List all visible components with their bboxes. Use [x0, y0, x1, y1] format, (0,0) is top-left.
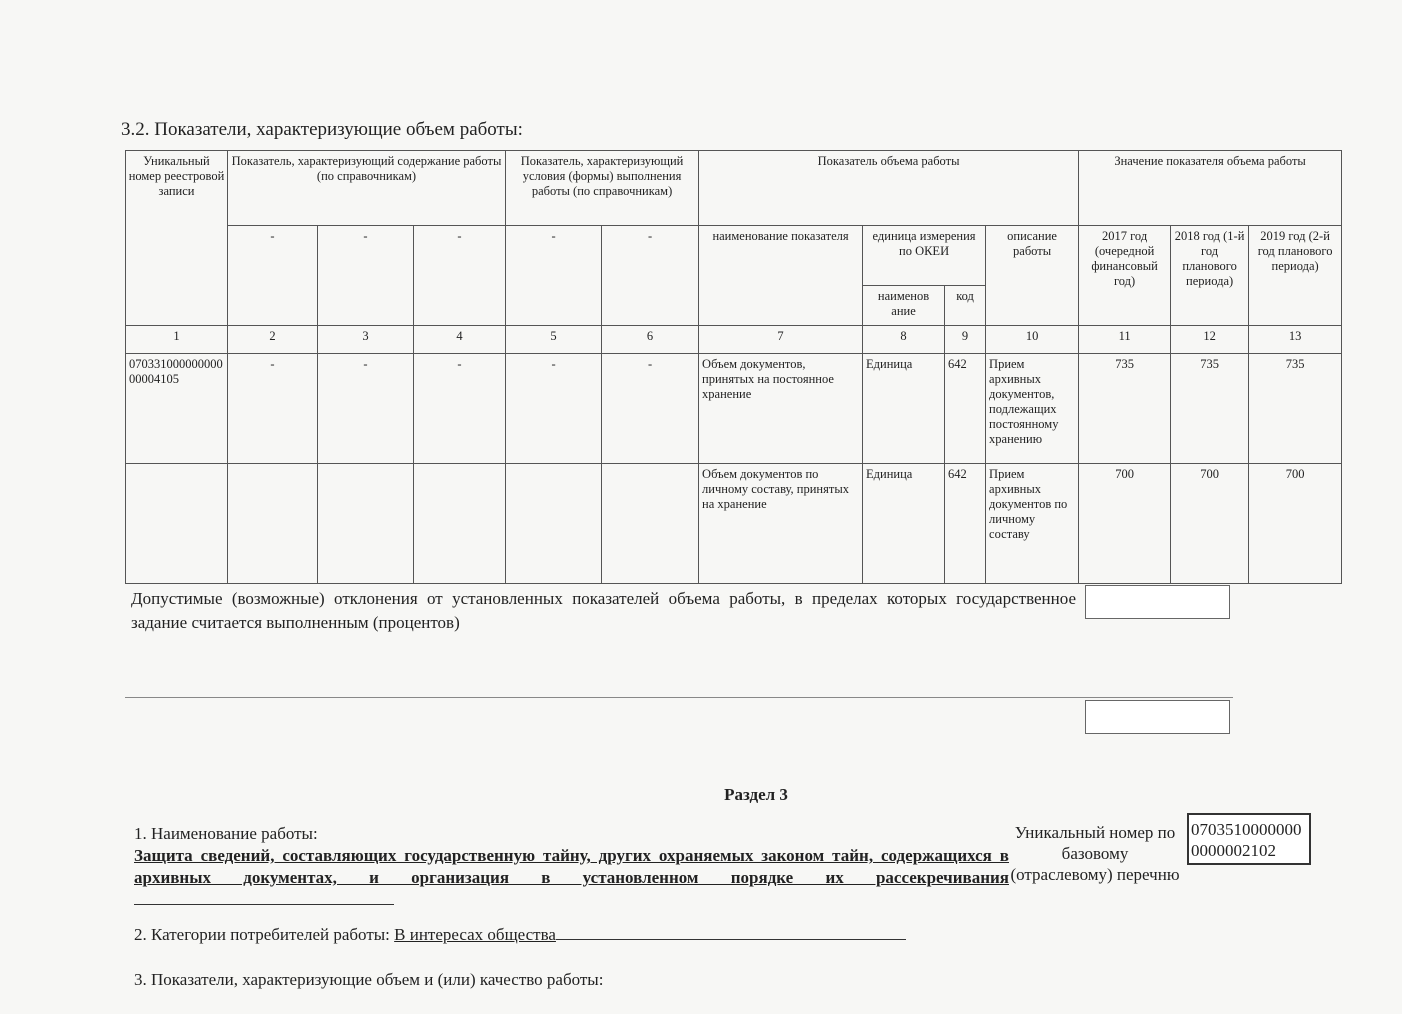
divider [125, 697, 1233, 698]
header-unique-number: Уникальный номер реестровой записи [126, 151, 228, 326]
header-dash: - [506, 226, 602, 326]
column-number: 5 [506, 326, 602, 354]
header-year-2018: 2018 год (1-й год планового периода) [1171, 226, 1249, 326]
cell-dash: - [506, 354, 602, 464]
column-number: 10 [986, 326, 1079, 354]
tolerance-text: Допустимые (возможные) отклонения от установленных показателей объема работы, в пределах которых государственное задание считается выполненным (процентов) [131, 589, 1076, 632]
cell-empty [228, 464, 318, 584]
work-name-label: 1. Наименование работы: [134, 824, 318, 843]
indicator-name: Объем документов, принятых на постоянное хранение [699, 354, 863, 464]
header-dash: - [602, 226, 699, 326]
cell-empty [506, 464, 602, 584]
column-number: 13 [1249, 326, 1342, 354]
column-number: 9 [945, 326, 986, 354]
unique-number-label: Уникальный номер по базовому (отраслевому) перечню [1010, 823, 1180, 884]
column-number: 2 [228, 326, 318, 354]
header-dash: - [228, 226, 318, 326]
column-number: 6 [602, 326, 699, 354]
work-name-text: Защита сведений, составляющих государственную тайну, других охраняемых законом тайн, содержащихся в архивных документах, и организация в установленном порядке их рассекречивания [134, 846, 1009, 887]
header-dash: - [318, 226, 414, 326]
table-row [126, 354, 1342, 464]
header-content-indicator: Показатель, характеризующий содержание работы (по справочникам) [228, 151, 506, 226]
unique-number-box: 07035100000000000002102 [1187, 813, 1311, 865]
cell-dash: - [318, 354, 414, 464]
header-unit-code: код [945, 286, 986, 326]
column-number: 3 [318, 326, 414, 354]
value-2019: 700 [1249, 464, 1342, 584]
column-number: 11 [1079, 326, 1171, 354]
column-numbers-row [126, 326, 1342, 354]
header-condition-indicator: Показатель, характеризующий условия (формы) выполнения работы (по справочникам) [506, 151, 699, 226]
header-volume-value: Значение показателя объема работы [1079, 151, 1342, 226]
indicators-label: 3. Показатели, характеризующие объем и (или) качество работы: [134, 970, 604, 989]
table-row [126, 464, 1342, 584]
header-volume-indicator: Показатель объема работы [699, 151, 1079, 226]
unit-name: Единица [863, 464, 945, 584]
registry-number [126, 464, 228, 584]
column-number: 8 [863, 326, 945, 354]
fill-line [134, 890, 394, 905]
header-year-2017: 2017 год (очередной финансовый год) [1079, 226, 1171, 326]
cell-dash: - [414, 354, 506, 464]
registry-number: 07033100000000000004105 [126, 354, 228, 464]
consumers-value: В интересах общества [394, 925, 556, 944]
section-title: Раздел 3 [724, 785, 788, 804]
fill-line [556, 925, 906, 940]
header-unit-okei: единица измерения по ОКЕИ [863, 226, 986, 286]
consumers-line [134, 925, 906, 945]
column-number: 1 [126, 326, 228, 354]
cell-empty [318, 464, 414, 584]
value-2017: 700 [1079, 464, 1171, 584]
work-description: Прием архивных документов по личному составу [986, 464, 1079, 584]
work-name [134, 845, 1009, 911]
work-description: Прием архивных документов, подлежащих постоянному хранению [986, 354, 1079, 464]
header-indicator-name: наименование показателя [699, 226, 863, 326]
value-2018: 700 [1171, 464, 1249, 584]
value-2017: 735 [1079, 354, 1171, 464]
column-number: 12 [1171, 326, 1249, 354]
unit-code: 642 [945, 354, 986, 464]
cell-empty [602, 464, 699, 584]
unit-name: Единица [863, 354, 945, 464]
header-unit-name: наименов ание [863, 286, 945, 326]
header-work-description: описание работы [986, 226, 1079, 326]
indicator-name: Объем документов по личному составу, принятых на хранение [699, 464, 863, 584]
cell-empty [414, 464, 506, 584]
empty-value-box[interactable] [1085, 700, 1230, 734]
work-volume-table [125, 150, 1342, 584]
header-year-2019: 2019 год (2-й год планового периода) [1249, 226, 1342, 326]
unit-code: 642 [945, 464, 986, 584]
tolerance-value-box[interactable] [1085, 585, 1230, 619]
cell-dash: - [602, 354, 699, 464]
header-dash: - [414, 226, 506, 326]
section-heading: 3.2. Показатели, характеризующие объем работы: [121, 119, 523, 140]
value-2018: 735 [1171, 354, 1249, 464]
column-number: 7 [699, 326, 863, 354]
consumers-label: 2. Категории потребителей работы: [134, 925, 390, 944]
column-number: 4 [414, 326, 506, 354]
cell-dash: - [228, 354, 318, 464]
value-2019: 735 [1249, 354, 1342, 464]
